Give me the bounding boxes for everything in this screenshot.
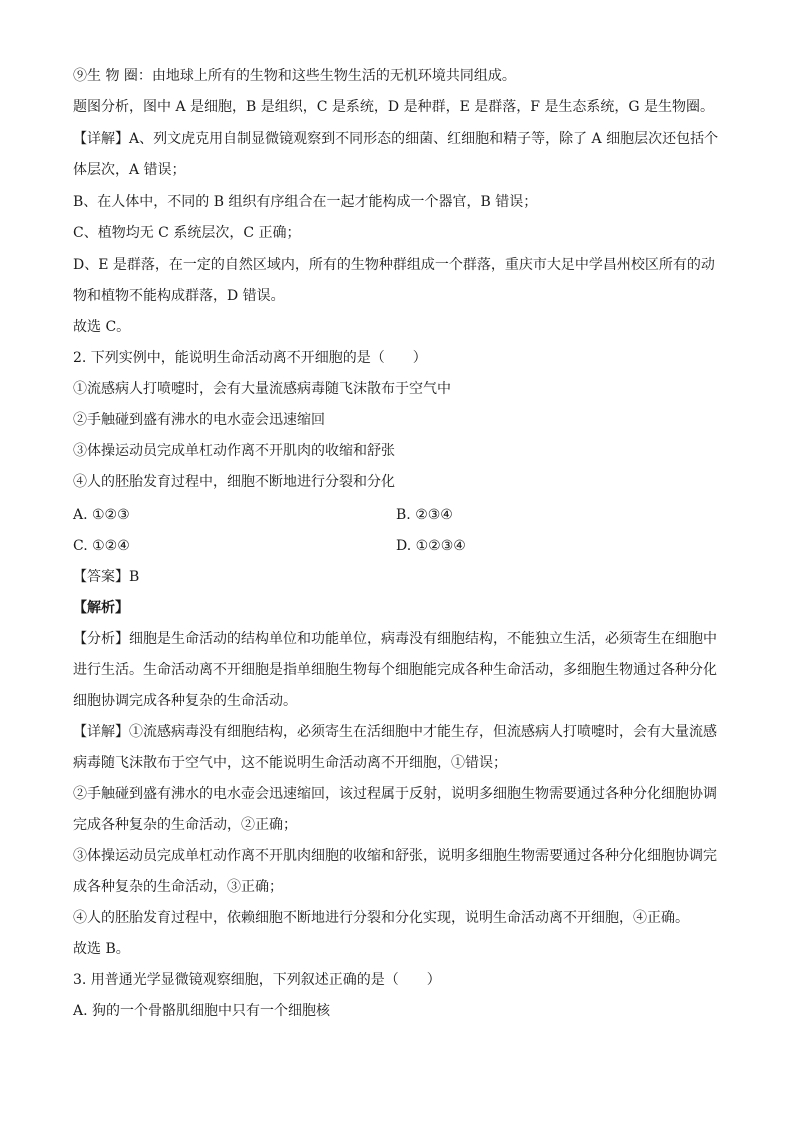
text-line: 【详解】A、列文虎克用自制显微镜观察到不同形态的细菌、红细胞和精子等，除了 A 细胞层次还包括个: [73, 131, 719, 147]
text-line: 进行生活。生命活动离不开细胞是指单细胞生物每个细胞能完成各种生命活动，多细胞生物通过各种分化: [73, 662, 717, 678]
text-line: 故选 C。: [73, 319, 131, 335]
text-line: D、E 是群落，在一定的自然区域内，所有的生物种群组成一个群落，重庆市大足中学昌州校区所有的动: [73, 257, 715, 273]
question-2-item-3: ③体操运动员完成单杠动作离不开肌肉的收缩和舒张: [73, 443, 395, 459]
option-d: D. ①②③④: [396, 538, 466, 554]
text-line: 【分析】细胞是生命活动的结构单位和功能单位，病毒没有细胞结构，不能独立生活，必须寄生在细胞中: [73, 631, 717, 647]
question-2-item-1: ①流感病人打喷嚏时，会有大量流感病毒随飞沫散布于空气中: [73, 381, 451, 397]
option-b: B. ②③④: [396, 507, 453, 523]
text-line: 病毒随飞沫散布于空气中，这不能说明生命活动离不开细胞，①错误；: [73, 755, 507, 771]
question-2-stem: 2. 下列实例中，能说明生命活动离不开细胞的是（ ）: [73, 350, 427, 366]
option-a: A. ①②③: [73, 507, 130, 523]
answer-label: 【答案】B: [73, 569, 140, 585]
text-line: 成各种复杂的生命活动，③正确；: [73, 879, 283, 895]
text-line: 故选 B。: [73, 941, 130, 957]
text-line: ④人的胚胎发育过程中，依赖细胞不断地进行分裂和分化实现，说明生命活动离不开细胞，④正确。: [73, 910, 689, 926]
text-line: 细胞协调完成各种复杂的生命活动。: [73, 693, 297, 709]
question-3-stem: 3. 用普通光学显微镜观察细胞，下列叙述正确的是（ ）: [73, 972, 441, 988]
text-line: 完成各种复杂的生命活动，②正确；: [73, 817, 297, 833]
analysis-heading: 【解析】: [73, 600, 129, 616]
text-line: 题图分析，图中 A 是细胞，B 是组织，C 是系统，D 是种群，E 是群落，F 是生态系统，G 是生物圈。: [73, 99, 715, 115]
text-line: ②手触碰到盛有沸水的电水壶会迅速缩回，该过程属于反射，说明多细胞生物需要通过各种分化细胞协调: [73, 786, 717, 802]
option-c: C. ①②④: [73, 538, 130, 554]
text-line: C、植物均无 C 系统层次，C 正确；: [73, 225, 301, 241]
text-line: ③体操运动员完成单杠动作离不开肌肉细胞的收缩和舒张，说明多细胞生物需要通过各种分化细胞协调完: [73, 848, 717, 864]
text-line: 物和植物不能构成群落，D 错误。: [73, 288, 285, 304]
question-2-item-2: ②手触碰到盛有沸水的电水壶会迅速缩回: [73, 412, 325, 428]
question-3-option-a: A. 狗的一个骨骼肌细胞中只有一个细胞核: [73, 1003, 331, 1019]
question-2-item-4: ④人的胚胎发育过程中，细胞不断地进行分裂和分化: [73, 474, 395, 490]
text-line: B、在人体中，不同的 B 组织有序组合在一起才能构成一个器官，B 错误；: [73, 194, 538, 210]
text-line: 【详解】①流感病毒没有细胞结构，必须寄生在活细胞中才能生存，但流感病人打喷嚏时，会有大量流感: [73, 724, 717, 740]
text-line: 体层次，A 错误；: [73, 162, 186, 178]
text-line: ⑨生 物 圈：由地球上所有的生物和这些生物生活的无机环境共同组成。: [73, 68, 516, 84]
